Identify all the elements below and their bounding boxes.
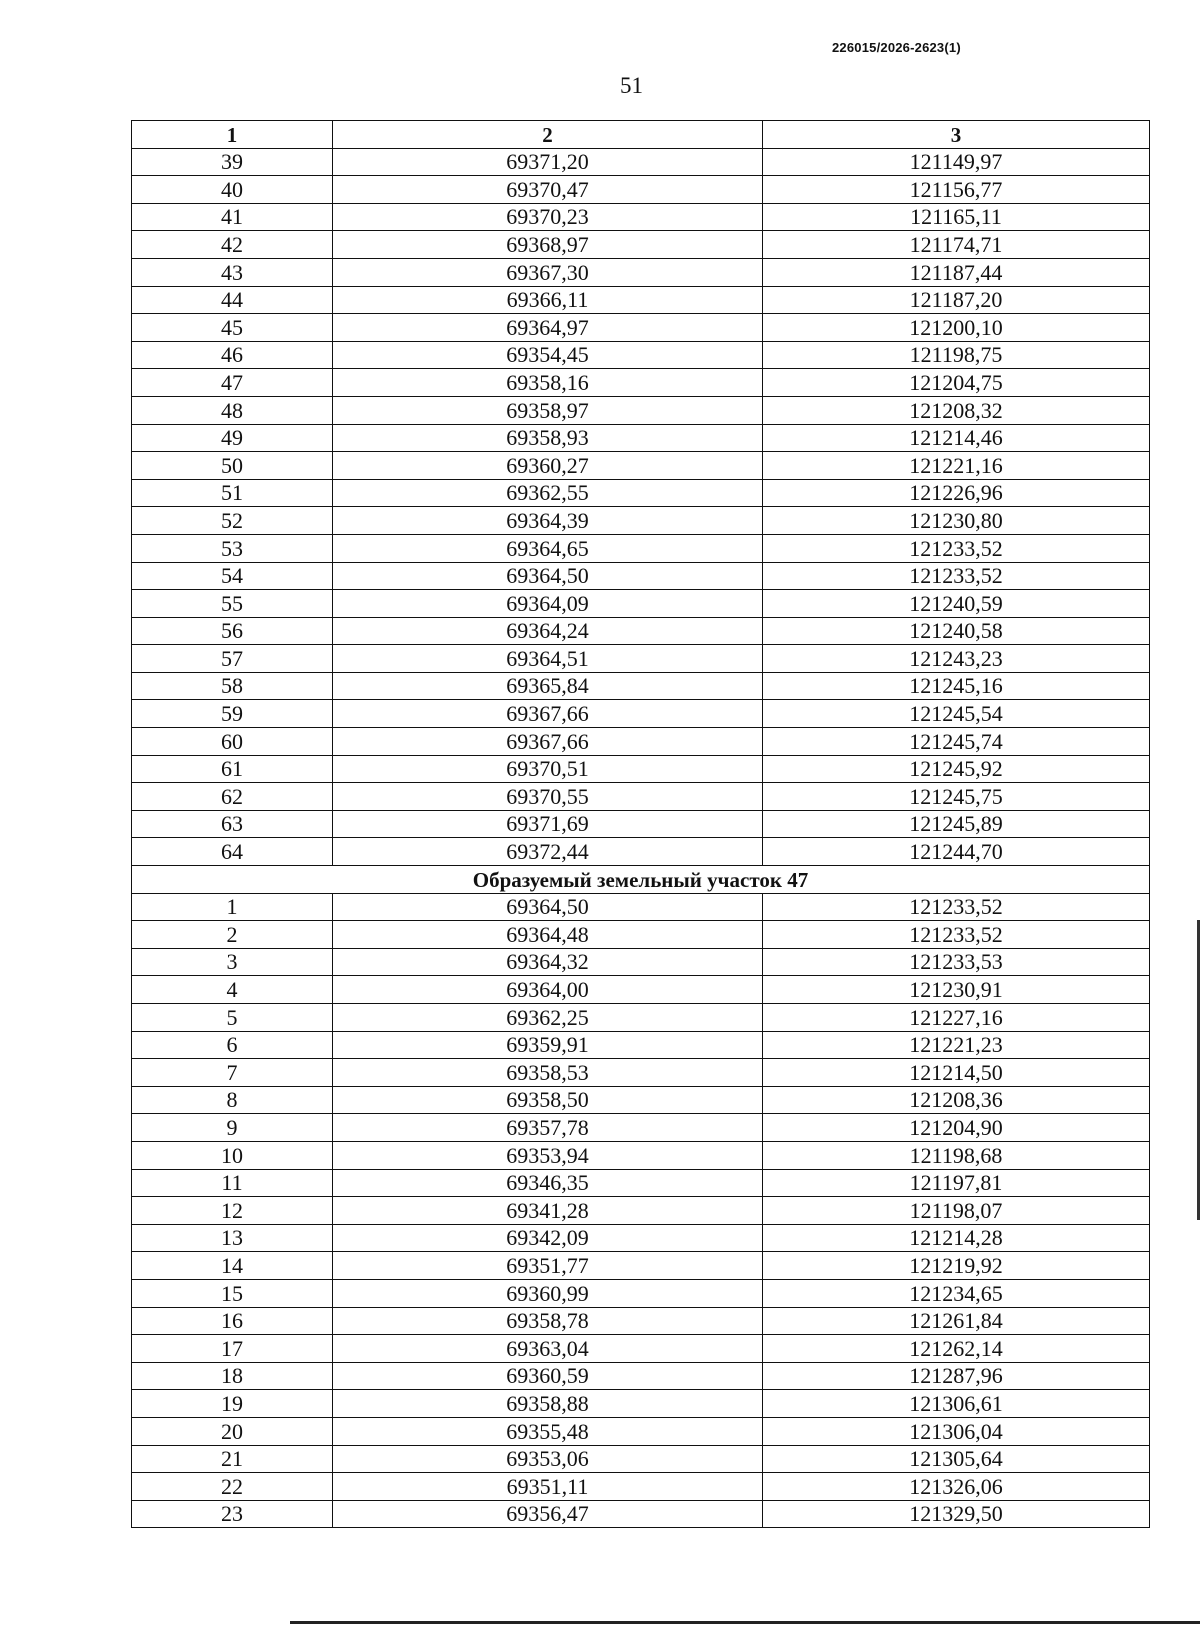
y-coordinate-cell: 121187,44 [763, 258, 1150, 286]
y-coordinate-cell: 121234,65 [763, 1279, 1150, 1307]
y-coordinate-cell: 121198,75 [763, 341, 1150, 369]
table-row [132, 1086, 1150, 1114]
table-row [132, 1445, 1150, 1473]
y-coordinate-cell: 121204,75 [763, 369, 1150, 397]
y-coordinate-cell: 121230,80 [763, 507, 1150, 535]
point-number-cell: 43 [132, 258, 333, 286]
table-body [132, 148, 1150, 1528]
x-coordinate-cell: 69346,35 [333, 1169, 763, 1197]
point-number-cell: 19 [132, 1390, 333, 1418]
y-coordinate-cell: 121245,75 [763, 783, 1150, 811]
point-number-cell: 57 [132, 645, 333, 673]
point-number-cell: 39 [132, 148, 333, 176]
point-number-cell: 23 [132, 1500, 333, 1528]
y-coordinate-cell: 121233,52 [763, 921, 1150, 949]
point-number-cell: 12 [132, 1197, 333, 1225]
x-coordinate-cell: 69364,97 [333, 314, 763, 342]
point-number-cell: 55 [132, 590, 333, 618]
table-row [132, 1362, 1150, 1390]
table-row [132, 755, 1150, 783]
x-coordinate-cell: 69364,09 [333, 590, 763, 618]
y-coordinate-cell: 121233,52 [763, 893, 1150, 921]
table-row [132, 700, 1150, 728]
point-number-cell: 53 [132, 534, 333, 562]
section-row [132, 866, 1150, 894]
y-coordinate-cell: 121233,52 [763, 562, 1150, 590]
point-number-cell: 44 [132, 286, 333, 314]
x-coordinate-cell: 69364,24 [333, 617, 763, 645]
x-coordinate-cell: 69368,97 [333, 231, 763, 259]
x-coordinate-cell: 69364,39 [333, 507, 763, 535]
y-coordinate-cell: 121245,74 [763, 728, 1150, 756]
x-coordinate-cell: 69353,06 [333, 1445, 763, 1473]
point-number-cell: 63 [132, 810, 333, 838]
table-row [132, 728, 1150, 756]
point-number-cell: 14 [132, 1252, 333, 1280]
x-coordinate-cell: 69358,97 [333, 396, 763, 424]
y-coordinate-cell: 121261,84 [763, 1307, 1150, 1335]
x-coordinate-cell: 69371,69 [333, 810, 763, 838]
x-coordinate-cell: 69356,47 [333, 1500, 763, 1528]
point-number-cell: 8 [132, 1086, 333, 1114]
point-number-cell: 64 [132, 838, 333, 866]
section-title: Образуемый земельный участок 47 [132, 866, 1150, 894]
y-coordinate-cell: 121233,53 [763, 948, 1150, 976]
y-coordinate-cell: 121165,11 [763, 203, 1150, 231]
point-number-cell: 21 [132, 1445, 333, 1473]
table-row [132, 1279, 1150, 1307]
point-number-cell: 5 [132, 1004, 333, 1032]
point-number-cell: 20 [132, 1417, 333, 1445]
table-row [132, 507, 1150, 535]
x-coordinate-cell: 69367,66 [333, 728, 763, 756]
table-row [132, 369, 1150, 397]
table-row [132, 176, 1150, 204]
x-coordinate-cell: 69365,84 [333, 672, 763, 700]
y-coordinate-cell: 121245,92 [763, 755, 1150, 783]
table-row [132, 1252, 1150, 1280]
y-coordinate-cell: 121198,07 [763, 1197, 1150, 1225]
x-coordinate-cell: 69351,77 [333, 1252, 763, 1280]
point-number-cell: 22 [132, 1473, 333, 1501]
point-number-cell: 60 [132, 728, 333, 756]
x-coordinate-cell: 69364,00 [333, 976, 763, 1004]
table-row [132, 948, 1150, 976]
x-coordinate-cell: 69358,50 [333, 1086, 763, 1114]
point-number-cell: 51 [132, 479, 333, 507]
point-number-cell: 10 [132, 1141, 333, 1169]
table-header-row [132, 121, 1150, 149]
x-coordinate-cell: 69370,47 [333, 176, 763, 204]
point-number-cell: 3 [132, 948, 333, 976]
x-coordinate-cell: 69353,94 [333, 1141, 763, 1169]
y-coordinate-cell: 121287,96 [763, 1362, 1150, 1390]
x-coordinate-cell: 69364,51 [333, 645, 763, 673]
table-row [132, 617, 1150, 645]
coordinates-table-container [131, 120, 1149, 1528]
table-row [132, 645, 1150, 673]
table-row [132, 534, 1150, 562]
point-number-cell: 62 [132, 783, 333, 811]
point-number-cell: 56 [132, 617, 333, 645]
table-row [132, 1031, 1150, 1059]
x-coordinate-cell: 69370,23 [333, 203, 763, 231]
y-coordinate-cell: 121227,16 [763, 1004, 1150, 1032]
y-coordinate-cell: 121305,64 [763, 1445, 1150, 1473]
point-number-cell: 15 [132, 1279, 333, 1307]
x-coordinate-cell: 69358,16 [333, 369, 763, 397]
y-coordinate-cell: 121208,36 [763, 1086, 1150, 1114]
column-header-1: 1 [132, 121, 333, 149]
y-coordinate-cell: 121240,59 [763, 590, 1150, 618]
y-coordinate-cell: 121245,16 [763, 672, 1150, 700]
y-coordinate-cell: 121198,68 [763, 1141, 1150, 1169]
x-coordinate-cell: 69364,48 [333, 921, 763, 949]
table-row [132, 231, 1150, 259]
table-row [132, 1473, 1150, 1501]
table-row [132, 452, 1150, 480]
y-coordinate-cell: 121233,52 [763, 534, 1150, 562]
point-number-cell: 40 [132, 176, 333, 204]
y-coordinate-cell: 121200,10 [763, 314, 1150, 342]
table-row [132, 1141, 1150, 1169]
point-number-cell: 16 [132, 1307, 333, 1335]
table-row [132, 286, 1150, 314]
point-number-cell: 45 [132, 314, 333, 342]
point-number-cell: 47 [132, 369, 333, 397]
point-number-cell: 1 [132, 893, 333, 921]
point-number-cell: 7 [132, 1059, 333, 1087]
table-row [132, 1114, 1150, 1142]
y-coordinate-cell: 121245,89 [763, 810, 1150, 838]
table-row [132, 396, 1150, 424]
column-header-2: 2 [333, 121, 763, 149]
y-coordinate-cell: 121240,58 [763, 617, 1150, 645]
point-number-cell: 2 [132, 921, 333, 949]
x-coordinate-cell: 69358,93 [333, 424, 763, 452]
table-row [132, 479, 1150, 507]
table-row [132, 148, 1150, 176]
point-number-cell: 41 [132, 203, 333, 231]
x-coordinate-cell: 69360,59 [333, 1362, 763, 1390]
y-coordinate-cell: 121226,96 [763, 479, 1150, 507]
x-coordinate-cell: 69358,88 [333, 1390, 763, 1418]
y-coordinate-cell: 121221,16 [763, 452, 1150, 480]
column-header-3: 3 [763, 121, 1150, 149]
x-coordinate-cell: 69341,28 [333, 1197, 763, 1225]
point-number-cell: 13 [132, 1224, 333, 1252]
x-coordinate-cell: 69342,09 [333, 1224, 763, 1252]
y-coordinate-cell: 121326,06 [763, 1473, 1150, 1501]
table-row [132, 1500, 1150, 1528]
table-row [132, 590, 1150, 618]
point-number-cell: 42 [132, 231, 333, 259]
x-coordinate-cell: 69362,55 [333, 479, 763, 507]
x-coordinate-cell: 69362,25 [333, 1004, 763, 1032]
x-coordinate-cell: 69354,45 [333, 341, 763, 369]
x-coordinate-cell: 69364,50 [333, 893, 763, 921]
table-row [132, 424, 1150, 452]
y-coordinate-cell: 121214,46 [763, 424, 1150, 452]
table-row [132, 1335, 1150, 1363]
table-row [132, 672, 1150, 700]
y-coordinate-cell: 121230,91 [763, 976, 1150, 1004]
point-number-cell: 58 [132, 672, 333, 700]
y-coordinate-cell: 121244,70 [763, 838, 1150, 866]
table-row [132, 314, 1150, 342]
x-coordinate-cell: 69367,30 [333, 258, 763, 286]
page-number: 51 [620, 73, 643, 98]
y-coordinate-cell: 121219,92 [763, 1252, 1150, 1280]
y-coordinate-cell: 121245,54 [763, 700, 1150, 728]
y-coordinate-cell: 121197,81 [763, 1169, 1150, 1197]
table-row [132, 1417, 1150, 1445]
table-row [132, 976, 1150, 1004]
y-coordinate-cell: 121262,14 [763, 1335, 1150, 1363]
point-number-cell: 59 [132, 700, 333, 728]
x-coordinate-cell: 69357,78 [333, 1114, 763, 1142]
x-coordinate-cell: 69371,20 [333, 148, 763, 176]
table-row [132, 838, 1150, 866]
point-number-cell: 61 [132, 755, 333, 783]
y-coordinate-cell: 121174,71 [763, 231, 1150, 259]
y-coordinate-cell: 121187,20 [763, 286, 1150, 314]
x-coordinate-cell: 69364,65 [333, 534, 763, 562]
point-number-cell: 52 [132, 507, 333, 535]
x-coordinate-cell: 69370,51 [333, 755, 763, 783]
x-coordinate-cell: 69367,66 [333, 700, 763, 728]
point-number-cell: 4 [132, 976, 333, 1004]
x-coordinate-cell: 69372,44 [333, 838, 763, 866]
scan-bottom-edge-line [290, 1621, 1200, 1624]
point-number-cell: 11 [132, 1169, 333, 1197]
y-coordinate-cell: 121306,61 [763, 1390, 1150, 1418]
y-coordinate-cell: 121306,04 [763, 1417, 1150, 1445]
y-coordinate-cell: 121214,28 [763, 1224, 1150, 1252]
table-row [132, 1224, 1150, 1252]
table-row [132, 341, 1150, 369]
document-number: 226015/2026-2623(1) [832, 40, 961, 55]
x-coordinate-cell: 69351,11 [333, 1473, 763, 1501]
x-coordinate-cell: 69370,55 [333, 783, 763, 811]
y-coordinate-cell: 121214,50 [763, 1059, 1150, 1087]
point-number-cell: 9 [132, 1114, 333, 1142]
point-number-cell: 17 [132, 1335, 333, 1363]
y-coordinate-cell: 121204,90 [763, 1114, 1150, 1142]
x-coordinate-cell: 69360,99 [333, 1279, 763, 1307]
point-number-cell: 6 [132, 1031, 333, 1059]
table-row [132, 783, 1150, 811]
x-coordinate-cell: 69358,78 [333, 1307, 763, 1335]
table-row [132, 893, 1150, 921]
x-coordinate-cell: 69364,32 [333, 948, 763, 976]
table-row [132, 1307, 1150, 1335]
table-row [132, 1004, 1150, 1032]
coordinates-table [131, 120, 1150, 1528]
table-row [132, 810, 1150, 838]
y-coordinate-cell: 121329,50 [763, 1500, 1150, 1528]
y-coordinate-cell: 121149,97 [763, 148, 1150, 176]
table-row [132, 1197, 1150, 1225]
table-row [132, 921, 1150, 949]
table-row [132, 562, 1150, 590]
x-coordinate-cell: 69360,27 [333, 452, 763, 480]
point-number-cell: 46 [132, 341, 333, 369]
point-number-cell: 48 [132, 396, 333, 424]
point-number-cell: 18 [132, 1362, 333, 1390]
x-coordinate-cell: 69358,53 [333, 1059, 763, 1087]
table-row [132, 1169, 1150, 1197]
x-coordinate-cell: 69364,50 [333, 562, 763, 590]
y-coordinate-cell: 121208,32 [763, 396, 1150, 424]
table-row [132, 1390, 1150, 1418]
y-coordinate-cell: 121221,23 [763, 1031, 1150, 1059]
table-row [132, 258, 1150, 286]
table-row [132, 1059, 1150, 1087]
y-coordinate-cell: 121156,77 [763, 176, 1150, 204]
point-number-cell: 54 [132, 562, 333, 590]
x-coordinate-cell: 69363,04 [333, 1335, 763, 1363]
x-coordinate-cell: 69366,11 [333, 286, 763, 314]
point-number-cell: 49 [132, 424, 333, 452]
y-coordinate-cell: 121243,23 [763, 645, 1150, 673]
point-number-cell: 50 [132, 452, 333, 480]
x-coordinate-cell: 69359,91 [333, 1031, 763, 1059]
x-coordinate-cell: 69355,48 [333, 1417, 763, 1445]
table-row [132, 203, 1150, 231]
